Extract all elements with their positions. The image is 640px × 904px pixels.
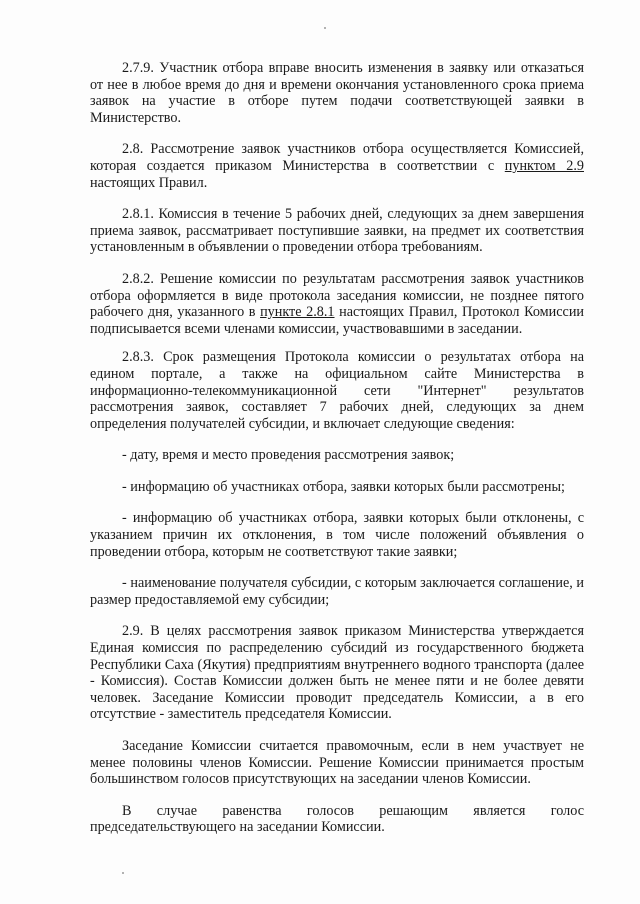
paragraph-2-8-text-end: настоящих Правил. [90,174,208,191]
paragraph-2-8 [90,141,584,191]
list-item-review-date: - дату, время и место проведения рассмотрения заявок; [122,447,455,464]
list-item-reviewed-participants: - информацию об участниках отбора, заявки которых были рассмотрены; [122,478,565,495]
paragraph-quorum: Заседание Комиссии считается правомочным, если в нем участвует не менее половины членов Комиссии. Решение Комиссии принимается простым большинством голосов присутствующих на заседании членов Комиссии. [90,738,584,788]
scan-speck [324,27,326,29]
paragraph-2-7-9: 2.7.9. Участник отбора вправе вносить изменения в заявку или отказаться от нее в любое время до дня и времени окончания установленного срока приема заявок на участие в отборе путем подачи соответствующей заявки в Министерство. [90,60,584,126]
clause-2-8-1-reference: пункте 2.8.1 [260,304,335,321]
paragraph-2-8-2-text-end: настоящих Правил, Протокол Комиссии подписывается всеми членами комиссии, участвовавшими в заседании. [90,304,585,337]
list-item-recipient: - наименование получателя субсидии, с которым заключается соглашение, и размер предоставляемой ему субсидии; [90,575,584,608]
paragraph-2-8-1: 2.8.1. Комиссия в течение 5 рабочих дней, следующих за днем завершения приема заявок, рассматривает поступившие заявки, на предмет их соответствия установленным в объявлении о проведении отбора требованиям. [90,206,584,256]
document-body [90,60,584,836]
paragraph-2-8-text-start: 2.8. Рассмотрение заявок участников отбора осуществляется Комиссией, которая создается приказом Министерства в соответствии с [90,141,584,174]
scan-speck [122,872,124,874]
paragraph-2-9: 2.9. В целях рассмотрения заявок приказом Министерства утверждается Единая комиссия по распределению субсидий из государственного бюджета Республики Саха (Якутия) предприятиям внутреннего водного транспорта (далее - Комиссия). Состав Комиссии должен быть не менее пяти и не более девяти человек. Заседание Комиссии проводит председатель Комиссии, а в его отсутствие - заместитель председателя Комиссии. [90,623,584,723]
list-item-rejected-participants: - информацию об участниках отбора, заявки которых были отклонены, с указанием причин их отклонения, в том числе положений объявления о проведении отбора, которым не соответствуют такие заявки; [90,510,584,560]
paragraph-2-8-3: 2.8.3. Срок размещения Протокола комиссии о результатах отбора на едином портале, а также на официальном сайте Министерства в информационно-телекоммуникационной сети "Интернет" результатов рассмотрения заявок, составляет 7 рабочих дней, следующих за днем определения получателей субсидии, и включает следующие сведения: [90,349,584,432]
paragraph-2-8-2-text-start: 2.8.2. Решение комиссии по результатам рассмотрения заявок участников отбора оформляется в виде протокола заседания комиссии, не позднее пятого рабочего дня, указанного в [90,270,584,321]
clause-2-9-reference: пунктом 2.9 [504,157,584,174]
paragraph-tie-vote: В случае равенства голосов решающим является голос председательствующего на заседании Комиссии. [90,802,584,836]
paragraph-2-8-2 [90,271,584,337]
